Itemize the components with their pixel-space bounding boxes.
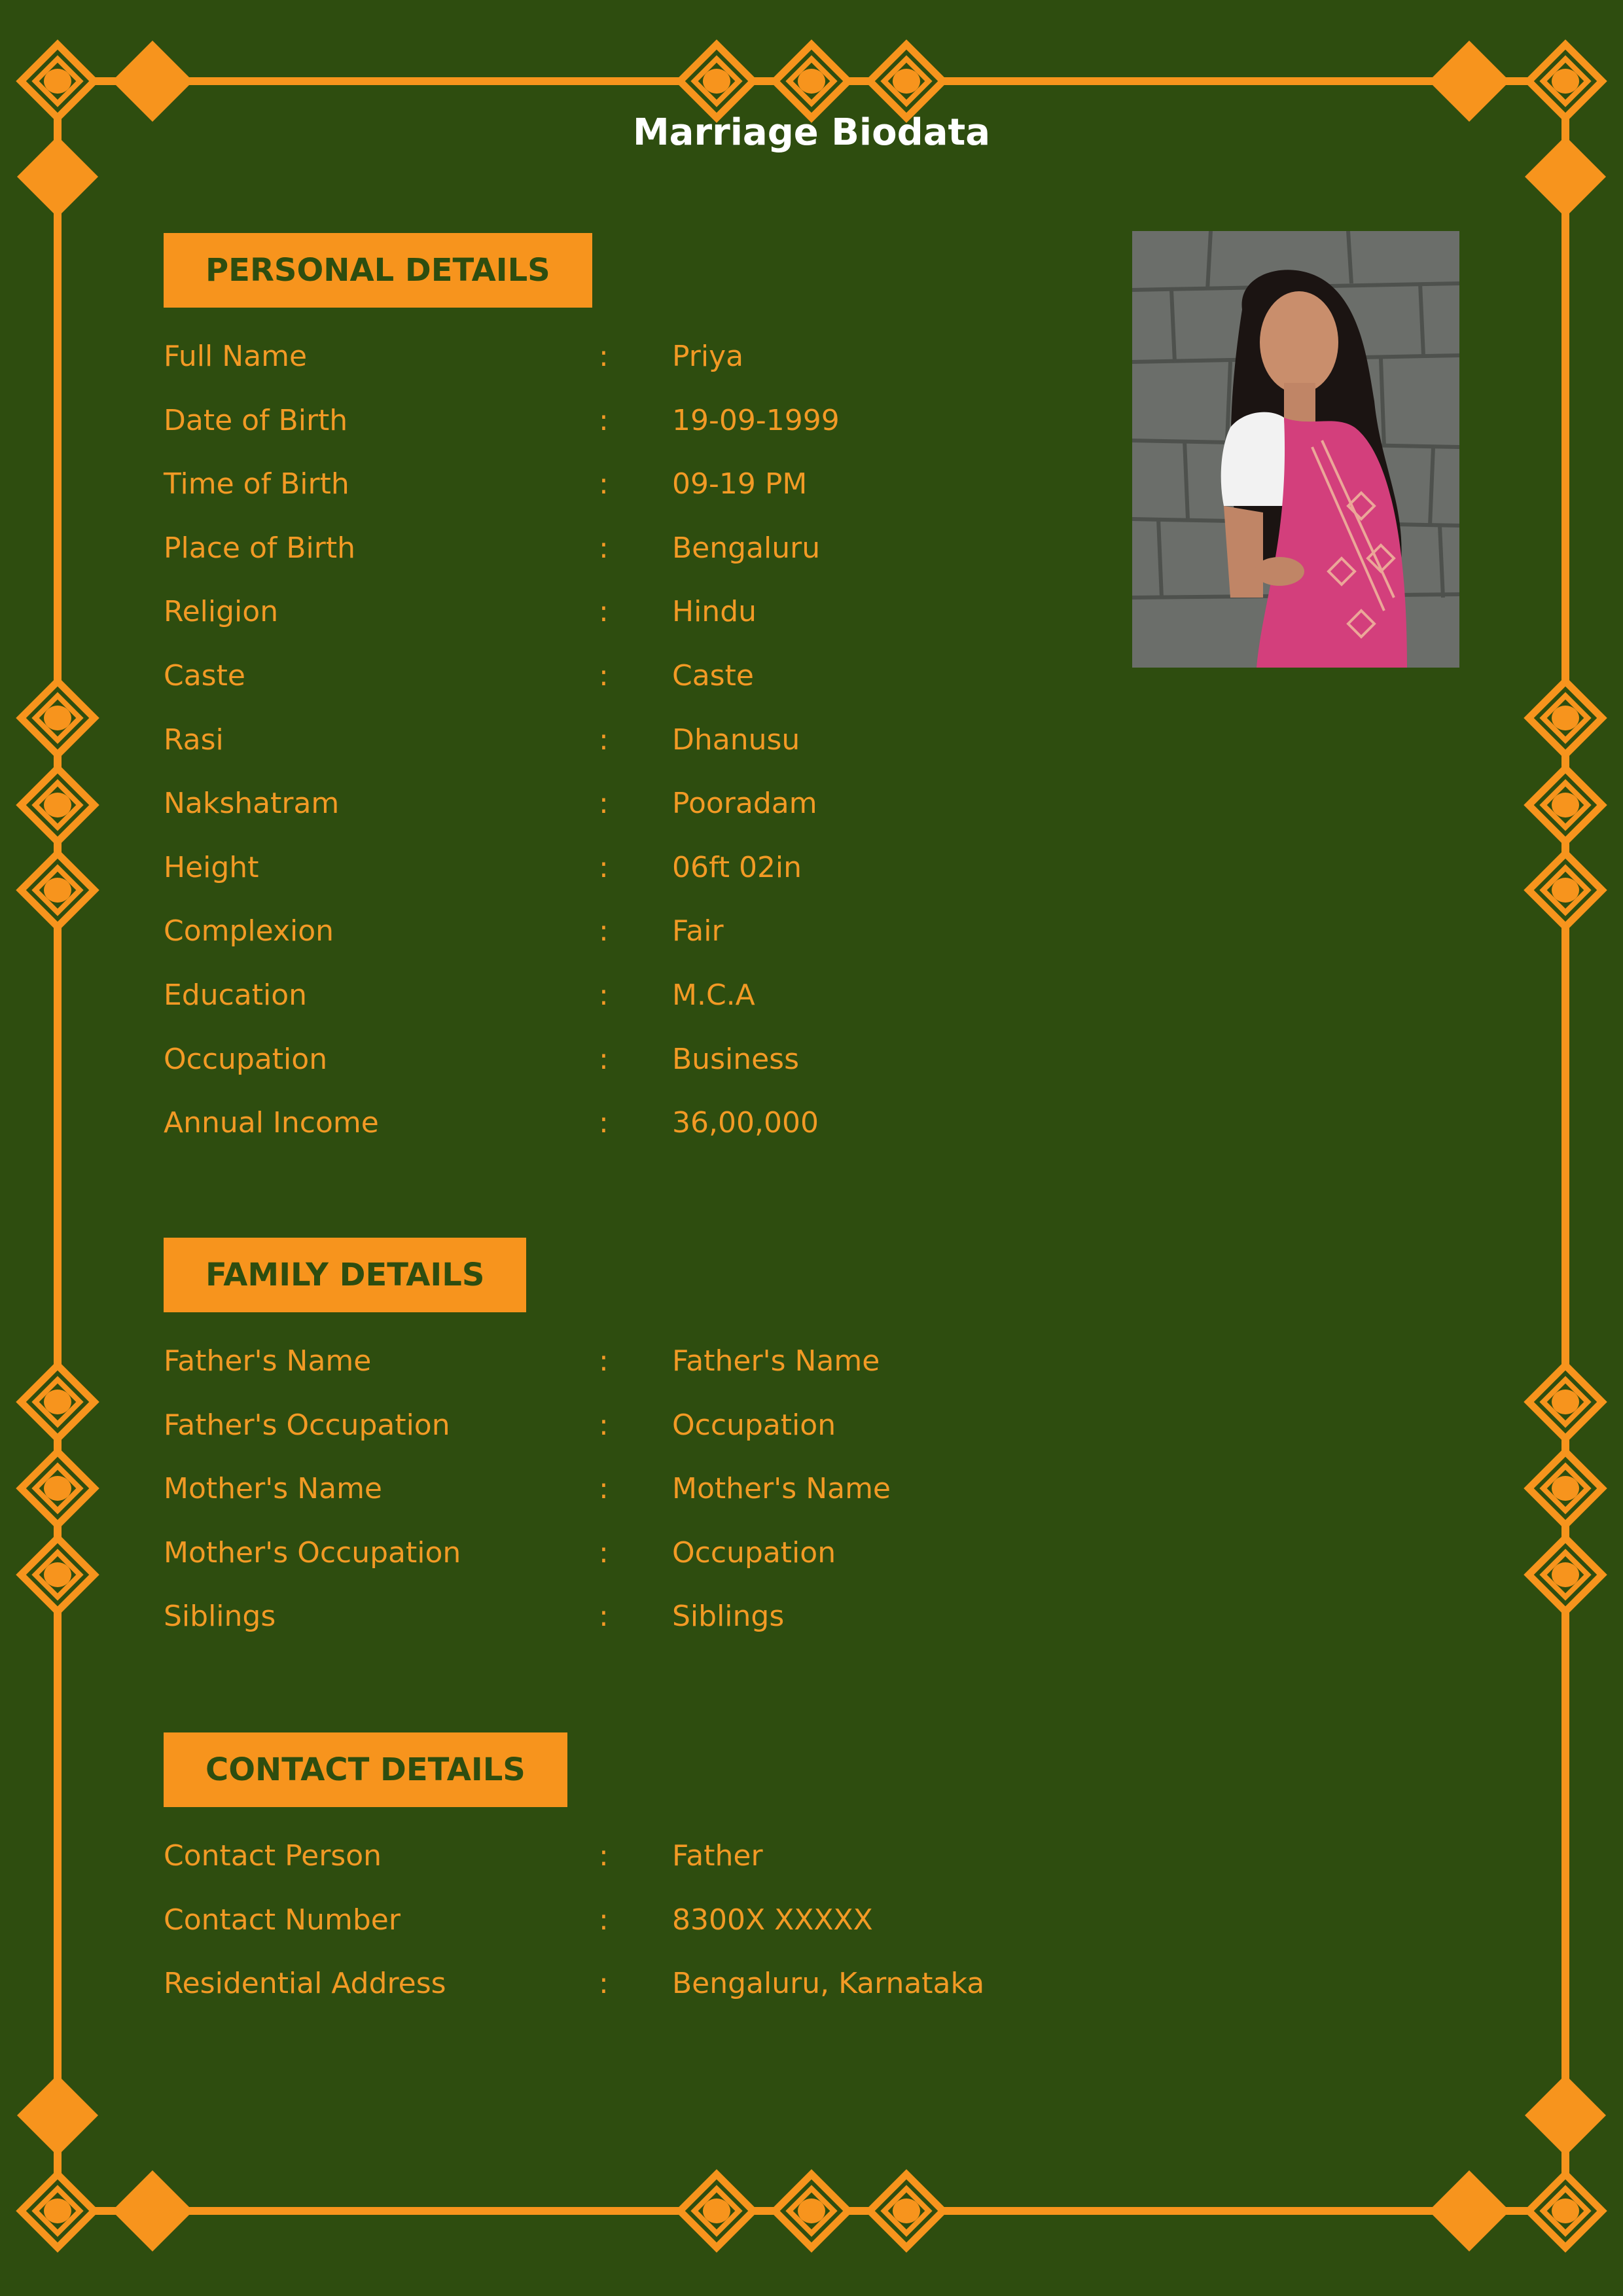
detail-label: Father's Occupation — [164, 1408, 450, 1442]
separator: : — [599, 1106, 609, 1140]
detail-label: Contact Number — [164, 1903, 401, 1937]
ornament-ring-diamond-icon — [21, 2174, 94, 2248]
separator: : — [599, 403, 609, 437]
separator: : — [599, 914, 609, 948]
page-title: Marriage Biodata — [632, 111, 991, 154]
ornament-ring-diamond-icon — [775, 45, 848, 118]
ornament-ring-diamond-icon — [870, 45, 943, 118]
detail-label: Occupation — [164, 1042, 328, 1076]
detail-label: Caste — [164, 658, 245, 692]
ornament-ring-diamond-icon — [1529, 2174, 1602, 2248]
detail-value: Occupation — [672, 1408, 836, 1442]
ornament-ring-diamond-icon — [1529, 681, 1602, 755]
separator: : — [599, 658, 609, 692]
ornament-ring-diamond-icon — [21, 1538, 94, 1611]
detail-label: Annual Income — [164, 1106, 379, 1140]
detail-label: Siblings — [164, 1600, 276, 1634]
separator: : — [599, 850, 609, 884]
ornament-solid-diamond-icon — [112, 41, 193, 122]
detail-label: Education — [164, 978, 308, 1012]
detail-label: Rasi — [164, 723, 224, 757]
detail-label: Father's Name — [164, 1344, 372, 1378]
detail-label: Full Name — [164, 340, 308, 373]
detail-value: Priya — [672, 340, 744, 373]
ornament-ring-diamond-icon — [1529, 1452, 1602, 1525]
separator: : — [599, 467, 609, 501]
detail-value: 19-09-1999 — [672, 403, 840, 437]
separator: : — [599, 595, 609, 629]
detail-label: Time of Birth — [164, 467, 349, 501]
ornament-ring-diamond-icon — [1529, 1365, 1602, 1439]
separator: : — [599, 1042, 609, 1076]
detail-value: Bengaluru — [672, 531, 821, 565]
detail-value: Caste — [672, 658, 754, 692]
detail-value: Business — [672, 1042, 800, 1076]
detail-label: Complexion — [164, 914, 334, 948]
ornament-solid-diamond-icon — [1429, 2170, 1510, 2251]
detail-value: Father's Name — [672, 1344, 880, 1378]
ornament-ring-diamond-icon — [680, 2174, 753, 2248]
detail-label: Height — [164, 850, 259, 884]
detail-value: 36,00,000 — [672, 1106, 819, 1140]
separator: : — [599, 1839, 609, 1873]
ornament-ring-diamond-icon — [21, 681, 94, 755]
personal-details-heading: PERSONAL DETAILS — [164, 233, 592, 308]
detail-label: Mother's Occupation — [164, 1535, 461, 1570]
detail-label: Residential Address — [164, 1967, 446, 2001]
ornament-ring-diamond-icon — [870, 2174, 943, 2248]
ornament-solid-diamond-icon — [1429, 41, 1510, 122]
profile-photo — [1132, 231, 1459, 668]
separator: : — [599, 340, 609, 373]
detail-value: Pooradam — [672, 787, 817, 821]
detail-value: Occupation — [672, 1535, 836, 1570]
ornament-ring-diamond-icon — [21, 853, 94, 927]
ornament-ring-diamond-icon — [1529, 1538, 1602, 1611]
ornament-ring-diamond-icon — [21, 45, 94, 118]
detail-label: Contact Person — [164, 1839, 382, 1873]
separator: : — [599, 1967, 609, 2001]
detail-label: Nakshatram — [164, 787, 340, 821]
ornament-ring-diamond-icon — [21, 768, 94, 842]
separator: : — [599, 1535, 609, 1570]
detail-value: Bengaluru, Karnataka — [672, 1967, 985, 2001]
ornament-solid-diamond-icon — [1525, 2075, 1606, 2156]
ornament-ring-diamond-icon — [21, 1452, 94, 1525]
ornament-solid-diamond-icon — [112, 2170, 193, 2251]
separator: : — [599, 1472, 609, 1506]
detail-label: Religion — [164, 595, 279, 629]
ornament-ring-diamond-icon — [1529, 45, 1602, 118]
detail-value: Dhanusu — [672, 723, 800, 757]
detail-value: Hindu — [672, 595, 757, 629]
ornament-ring-diamond-icon — [1529, 768, 1602, 842]
detail-value: 06ft 02in — [672, 850, 802, 884]
separator: : — [599, 1344, 609, 1378]
detail-value: Mother's Name — [672, 1472, 891, 1506]
detail-value: Siblings — [672, 1600, 785, 1634]
detail-value: 8300X XXXXX — [672, 1903, 873, 1937]
ornament-ring-diamond-icon — [680, 45, 753, 118]
ornament-solid-diamond-icon — [17, 2075, 98, 2156]
detail-value: Father — [672, 1839, 763, 1873]
separator: : — [599, 723, 609, 757]
separator: : — [599, 787, 609, 821]
detail-label: Place of Birth — [164, 531, 356, 565]
detail-value: M.C.A — [672, 978, 755, 1012]
separator: : — [599, 1903, 609, 1937]
separator: : — [599, 1600, 609, 1634]
separator: : — [599, 531, 609, 565]
ornament-ring-diamond-icon — [1529, 853, 1602, 927]
detail-label: Mother's Name — [164, 1472, 382, 1506]
detail-value: 09-19 PM — [672, 467, 808, 501]
contact-details-heading: CONTACT DETAILS — [164, 1732, 567, 1807]
separator: : — [599, 978, 609, 1012]
ornament-ring-diamond-icon — [775, 2174, 848, 2248]
detail-label: Date of Birth — [164, 403, 348, 437]
separator: : — [599, 1408, 609, 1442]
ornament-ring-diamond-icon — [21, 1365, 94, 1439]
family-details-heading: FAMILY DETAILS — [164, 1238, 526, 1312]
detail-value: Fair — [672, 914, 724, 948]
